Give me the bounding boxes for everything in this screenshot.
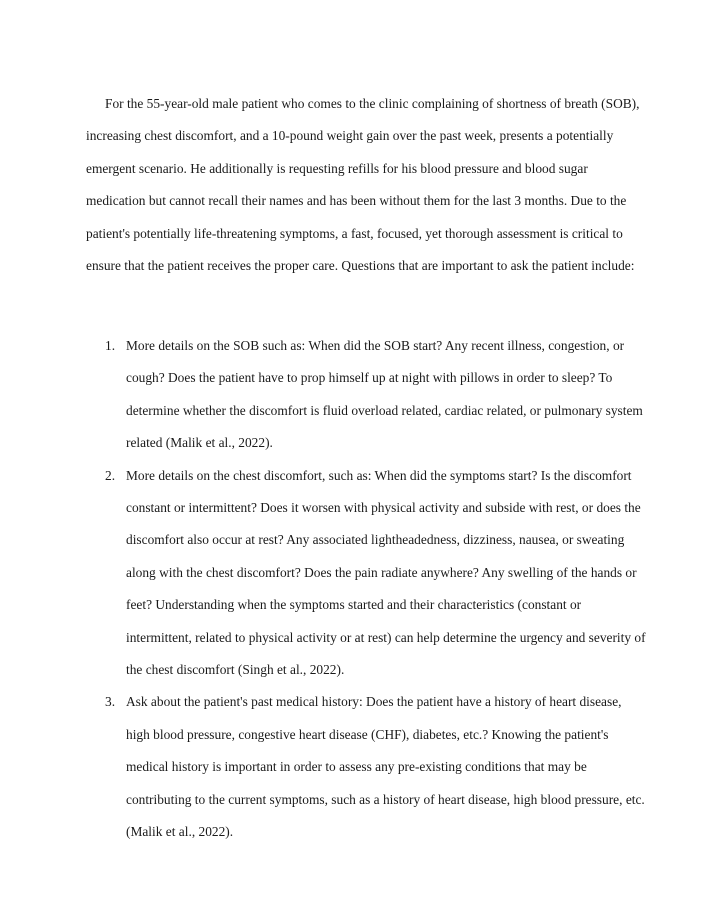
list-item-text: More details on the chest discomfort, such as: When did the symptoms start? Is the discomfort constant or intermittent? Does it worsen with physical activity and subside with rest, or does the discomfort also occur at rest? Any associated lightheadedness, dizziness, nausea, or sweating along with the chest discomfort? Does the pain radiate anywhere? Any swelling of the hands or feet? Understanding when the symptoms started and their characteristics (constant or intermittent, related to physical activity or at rest) can help determine the urgency and severity of the chest discomfort (Singh et al., 2022). [126, 467, 646, 678]
list-item-number: 1. [105, 338, 116, 353]
list-item [86, 460, 646, 687]
list-item [86, 330, 646, 460]
list-item-number: 2. [105, 467, 116, 483]
list-item-text: More details on the SOB such as: When did the SOB start? Any recent illness, congestion, or cough? Does the patient have to prop himself up at night with pillows in order to sleep? To determine whether the discomfort is fluid overload related, cardiac related, or pulmonary system related (Malik et al., 2022). [126, 338, 643, 451]
intro-paragraph: For the 55-year-old male patient who comes to the clinic complaining of shortness of breath (SOB), increasing chest discomfort, and a 10-pound weight gain over the past week, presents a potentially emergent scenario. He additionally is requesting refills for his blood pressure and blood sugar medication but cannot recall their names and has been without them for the last 3 months. Due to the patient's potentially life-threatening symptoms, a fast, focused, yet thorough assessment is critical to ensure that the patient receives the proper care. Questions that are important to ask the patient include: [86, 96, 640, 274]
list-item-number: 3. [105, 694, 116, 710]
list-item [86, 686, 646, 848]
question-list [86, 330, 646, 849]
list-item-text: Ask about the patient's past medical history: Does the patient have a history of heart disease, high blood pressure, congestive heart disease (CHF), diabetes, etc.? Knowing the patient's medical history is important in order to assess any pre-existing conditions that may be contributing to the current symptoms, such as a history of heart disease, high blood pressure, etc. (Malik et al., 2022). [126, 694, 645, 840]
